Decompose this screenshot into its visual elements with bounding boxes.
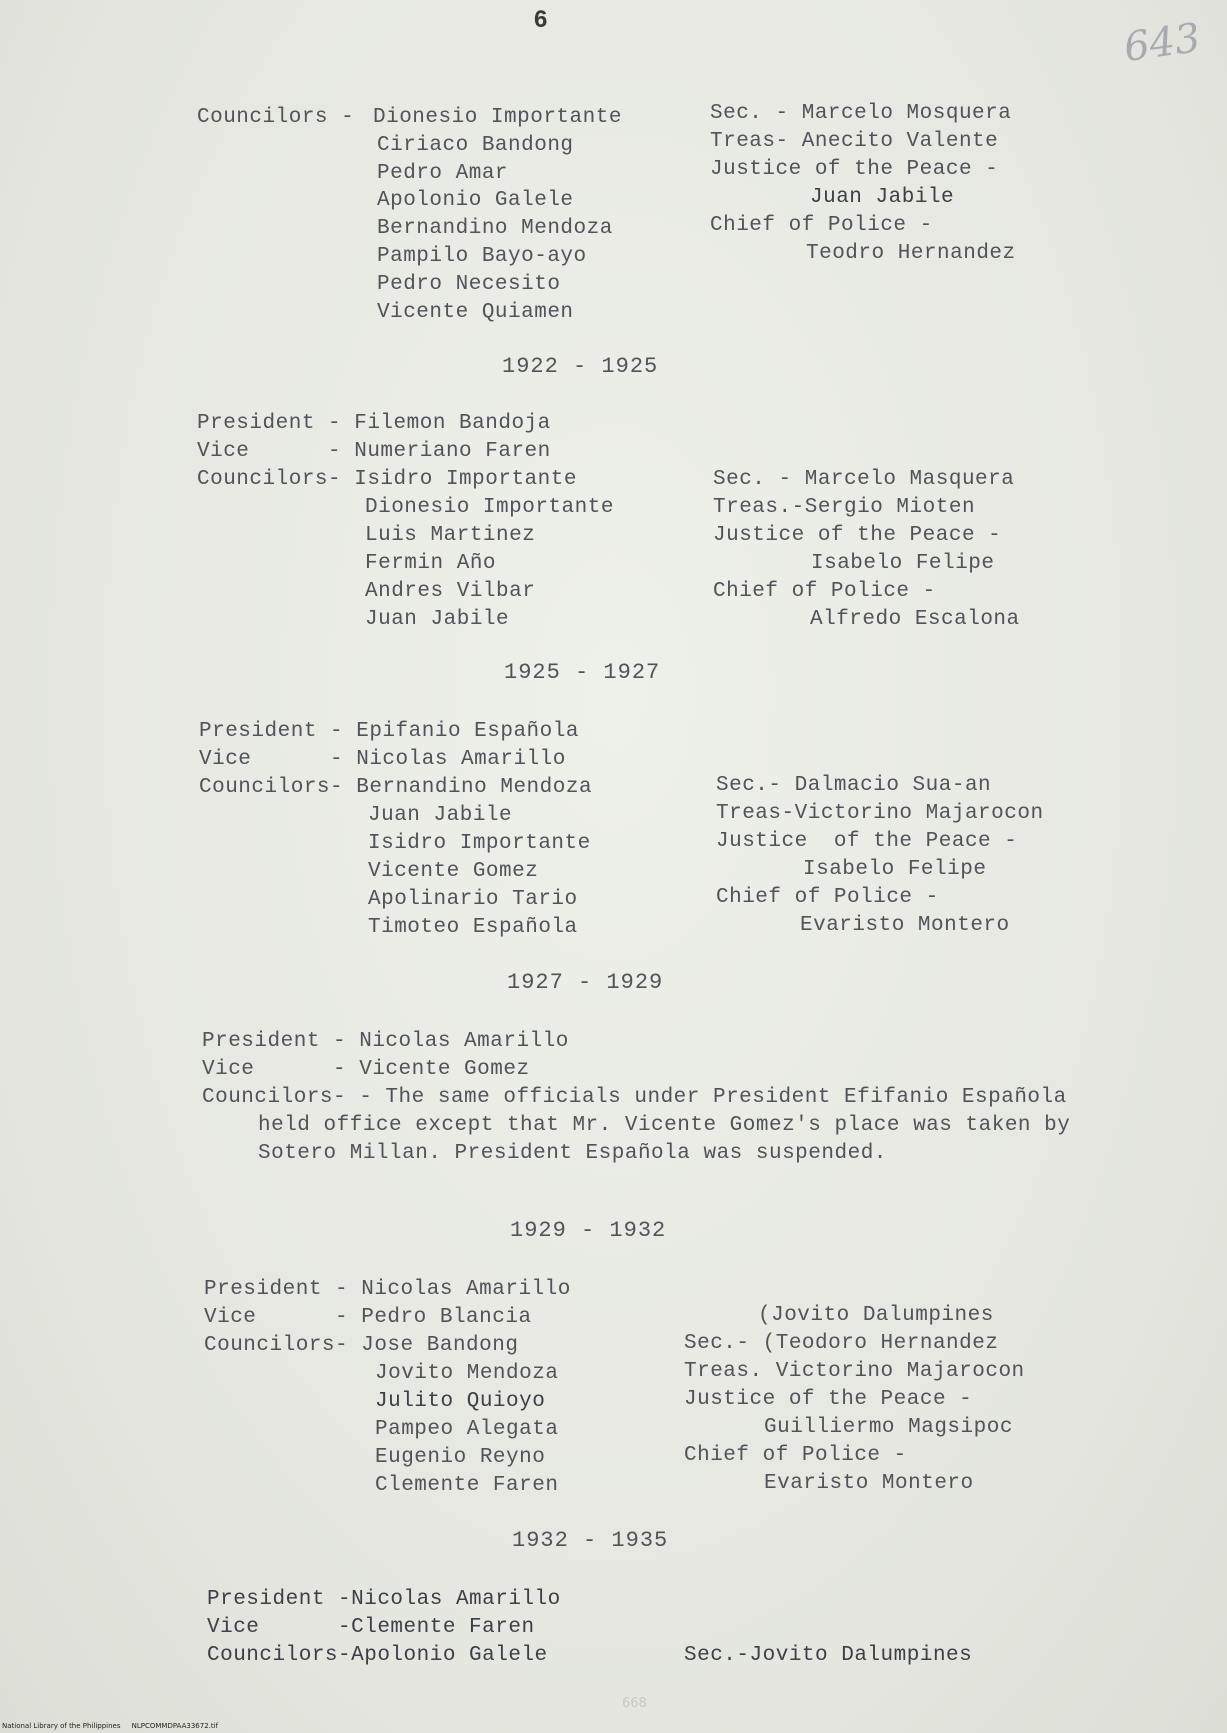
vice-line: Vice -Clemente Faren (207, 1616, 535, 1639)
councilor-name: Pampilo Bayo-ayo (377, 245, 587, 268)
councilor-name: Juan Jabile (368, 804, 513, 827)
councilor-name: Ciriaco Bandong (377, 134, 574, 157)
councilor-name: Juan Jabile (365, 608, 510, 631)
treasurer-line: Treas. Victorino Majarocon (684, 1360, 1025, 1383)
secretary-line: Sec.- (Teodoro Hernandez (684, 1332, 999, 1355)
councilors-label: Councilors - (197, 106, 355, 129)
councilor-name: Pedro Amar (377, 162, 509, 185)
councilor-name: Apolinario Tario (368, 888, 578, 911)
term-years: 1932 - 1935 (512, 1528, 669, 1553)
faint-stamp: 668 (622, 1696, 647, 1711)
vice-line: Vice - Pedro Blancia (204, 1306, 532, 1329)
councilors-line: Councilors- Jose Bandong (204, 1334, 519, 1357)
police-chief-label: Chief of Police - (710, 214, 933, 237)
councilor-name: Isidro Importante (368, 832, 591, 855)
police-chief-label: Chief of Police - (684, 1444, 907, 1467)
term-years: 1929 - 1932 (510, 1218, 667, 1243)
councilor-name: Bernandino Mendoza (377, 217, 613, 240)
term-years: 1927 - 1929 (507, 970, 664, 995)
councilor-name: Apolonio Galele (377, 189, 574, 212)
councilor-name: Andres Vilbar (365, 580, 536, 603)
justice-name: Isabelo Felipe (803, 858, 987, 881)
president-line: President - Nicolas Amarillo (204, 1278, 571, 1301)
secretary-line: Sec.-Jovito Dalumpines (684, 1644, 973, 1667)
police-chief-label: Chief of Police - (713, 580, 936, 603)
councilor-name: Julito Quioyo (375, 1390, 546, 1413)
vice-line: Vice - Nicolas Amarillo (199, 748, 566, 771)
secretary-line: (Jovito Dalumpines (758, 1304, 994, 1327)
treasurer-line: Treas- Anecito Valente (710, 130, 999, 153)
secretary-line: Sec.- Dalmacio Sua-an (716, 774, 992, 797)
treasurer-line: Treas-Victorino Majarocon (716, 802, 1044, 825)
justice-label: Justice of the Peace - (710, 158, 999, 181)
president-line: President - Nicolas Amarillo (202, 1030, 569, 1053)
police-chief-label: Chief of Police - (716, 886, 939, 909)
councilor-name: Dionesio Importante (365, 496, 614, 519)
councilor-name: Vicente Gomez (368, 860, 539, 883)
councilor-name: Pedro Necesito (377, 273, 561, 296)
councilor-name: Clemente Faren (375, 1474, 559, 1497)
justice-label: Justice of the Peace - (716, 830, 1018, 853)
police-chief-name: Alfredo Escalona (810, 608, 1020, 631)
handwritten-page-number: 643 (1121, 14, 1204, 72)
secretary-line: Sec. - Marcelo Mosquera (710, 102, 1012, 125)
councilors-paragraph (202, 1084, 1084, 1168)
justice-name: Juan Jabile (810, 186, 955, 209)
vice-line: Vice - Vicente Gomez (202, 1058, 530, 1081)
councilor-name: Fermin Año (365, 552, 497, 575)
president-line: President -Nicolas Amarillo (207, 1588, 561, 1611)
police-chief-name: Evaristo Montero (764, 1472, 974, 1495)
councilor-name: Vicente Quiamen (377, 301, 574, 324)
page-number: 6 (534, 6, 548, 33)
councilors-line: Councilors- Isidro Importante (197, 468, 577, 491)
treasurer-line: Treas.-Sergio Mioten (713, 496, 976, 519)
councilor-name: Pampeo Alegata (375, 1418, 559, 1441)
secretary-line: Sec. - Marcelo Masquera (713, 468, 1015, 491)
police-chief-name: Evaristo Montero (800, 914, 1010, 937)
councilor-name: Jovito Mendoza (375, 1362, 559, 1385)
term-years: 1925 - 1927 (504, 660, 661, 685)
justice-name: Guilliermo Magsipoc (764, 1416, 1013, 1439)
councilor-name: Eugenio Reyno (375, 1446, 546, 1469)
vice-line: Vice - Numeriano Faren (197, 440, 551, 463)
president-line: President - Filemon Bandoja (197, 412, 551, 435)
justice-label: Justice of the Peace - (684, 1388, 973, 1411)
paragraph-text: Councilors- - The same officials under President Efifanio Española held office except that Mr. Vicente Gomez's place was taken by Sotero Millan. President Española was suspended. (202, 1086, 1071, 1165)
police-chief-name: Teodro Hernandez (806, 242, 1016, 265)
councilor-name: Dionesio Importante (373, 106, 622, 129)
councilor-name: Luis Martinez (365, 524, 536, 547)
justice-label: Justice of the Peace - (713, 524, 1002, 547)
councilors-line: Councilors-Apolonio Galele (207, 1644, 548, 1667)
library-footer: National Library of the Philippines NLPCOMMDPAA33672.tif (2, 1722, 219, 1730)
justice-name: Isabelo Felipe (811, 552, 995, 575)
councilor-name: Timoteo Española (368, 916, 578, 939)
councilors-line: Councilors- Bernandino Mendoza (199, 776, 593, 799)
term-years: 1922 - 1925 (502, 354, 659, 379)
president-line: President - Epifanio Española (199, 720, 579, 743)
